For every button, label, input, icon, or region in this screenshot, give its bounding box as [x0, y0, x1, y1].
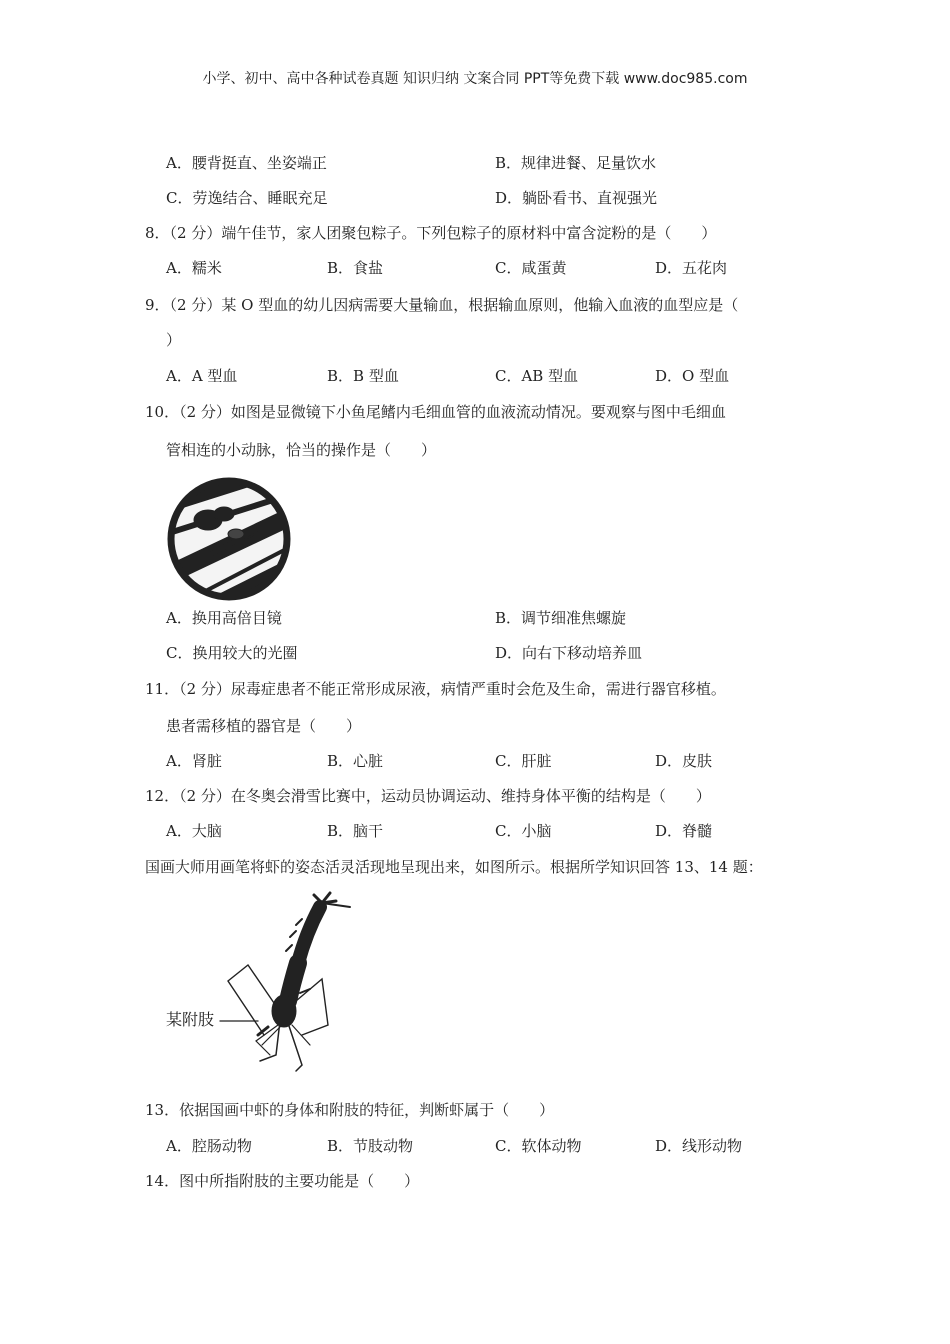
- shrimp-appendage-label: 某附肢: [166, 1010, 215, 1029]
- q13-option-c[interactable]: C．软体动物: [495, 1137, 582, 1155]
- q11-option-c[interactable]: C．肝脏: [495, 752, 552, 770]
- q9-option-b[interactable]: B．B 型血: [327, 367, 399, 385]
- q7-option-b[interactable]: B．规律进餐、足量饮水: [495, 154, 657, 172]
- q11-option-b[interactable]: B．心脏: [327, 752, 384, 770]
- q7-option-d[interactable]: D．躺卧看书、直视强光: [495, 189, 658, 207]
- q12-option-d[interactable]: D．脊髓: [655, 822, 713, 840]
- q11-option-a[interactable]: A．肾脏: [166, 752, 222, 770]
- microscope-capillary-figure: [166, 476, 292, 602]
- q8-option-b[interactable]: B．食盐: [327, 259, 384, 277]
- q9-stem-line1: 9．（2 分）某 O 型血的幼儿因病需要大量输血，根据输血原则，他输入血液的血型应是（: [145, 296, 739, 314]
- page-header: 小学、初中、高中各种试卷真题 知识归纳 文案合同 PPT等免费下载 www.doc985.com: [202, 71, 748, 87]
- shrimp-painting-figure: [218, 885, 368, 1075]
- q10-option-d[interactable]: D．向右下移动培养皿: [495, 644, 643, 662]
- q11-stem-line1: 11．（2 分）尿毒症患者不能正常形成尿液，病情严重时会危及生命，需进行器官移植。: [145, 680, 726, 698]
- q12-option-c[interactable]: C．小脑: [495, 822, 552, 840]
- q11-option-d[interactable]: D．皮肤: [655, 752, 713, 770]
- q10-option-b[interactable]: B．调节细准焦螺旋: [495, 609, 627, 627]
- q12-option-a[interactable]: A．大脑: [166, 822, 222, 840]
- q10-option-a[interactable]: A．换用高倍目镜: [166, 609, 282, 627]
- q8-option-a[interactable]: A．糯米: [166, 259, 222, 277]
- q13-stem: 13．依据国画中虾的身体和附肢的特征，判断虾属于（ ）: [145, 1101, 555, 1119]
- q9-option-d[interactable]: D．O 型血: [655, 367, 730, 385]
- q10-stem-line2: 管相连的小动脉，恰当的操作是（ ）: [166, 441, 437, 459]
- q13-option-d[interactable]: D．线形动物: [655, 1137, 743, 1155]
- q7-option-c[interactable]: C．劳逸结合、睡眠充足: [166, 189, 328, 207]
- q9-option-a[interactable]: A．A 型血: [166, 367, 238, 385]
- q8-stem: 8．（2 分）端午佳节，家人团聚包粽子。下列包粽子的原材料中富含淀粉的是（ ）: [145, 224, 717, 242]
- q8-option-d[interactable]: D．五花肉: [655, 259, 728, 277]
- q8-option-c[interactable]: C．咸蛋黄: [495, 259, 567, 277]
- q12-option-b[interactable]: B．脑干: [327, 822, 384, 840]
- q11-stem-line2: 患者需移植的器官是（ ）: [166, 717, 362, 735]
- q13-option-a[interactable]: A．腔肠动物: [166, 1137, 252, 1155]
- q14-stem: 14．图中所指附肢的主要功能是（ ）: [145, 1172, 420, 1190]
- q10-option-c[interactable]: C．换用较大的光圈: [166, 644, 298, 662]
- q13-option-b[interactable]: B．节肢动物: [327, 1137, 414, 1155]
- q9-stem-line2: ）: [166, 331, 182, 349]
- q12-stem: 12．（2 分）在冬奥会滑雪比赛中，运动员协调运动、维持身体平衡的结构是（ ）: [145, 787, 711, 805]
- shrimp-intro: 国画大师用画笔将虾的姿态活灵活现地呈现出来，如图所示。根据所学知识回答 13、14 题：: [145, 858, 763, 876]
- q10-stem-line1: 10．（2 分）如图是显微镜下小鱼尾鳍内毛细血管的血液流动情况。要观察与图中毛细血: [145, 403, 726, 421]
- q7-option-a[interactable]: A．腰背挺直、坐姿端正: [166, 154, 327, 172]
- q9-option-c[interactable]: C．AB 型血: [495, 367, 579, 385]
